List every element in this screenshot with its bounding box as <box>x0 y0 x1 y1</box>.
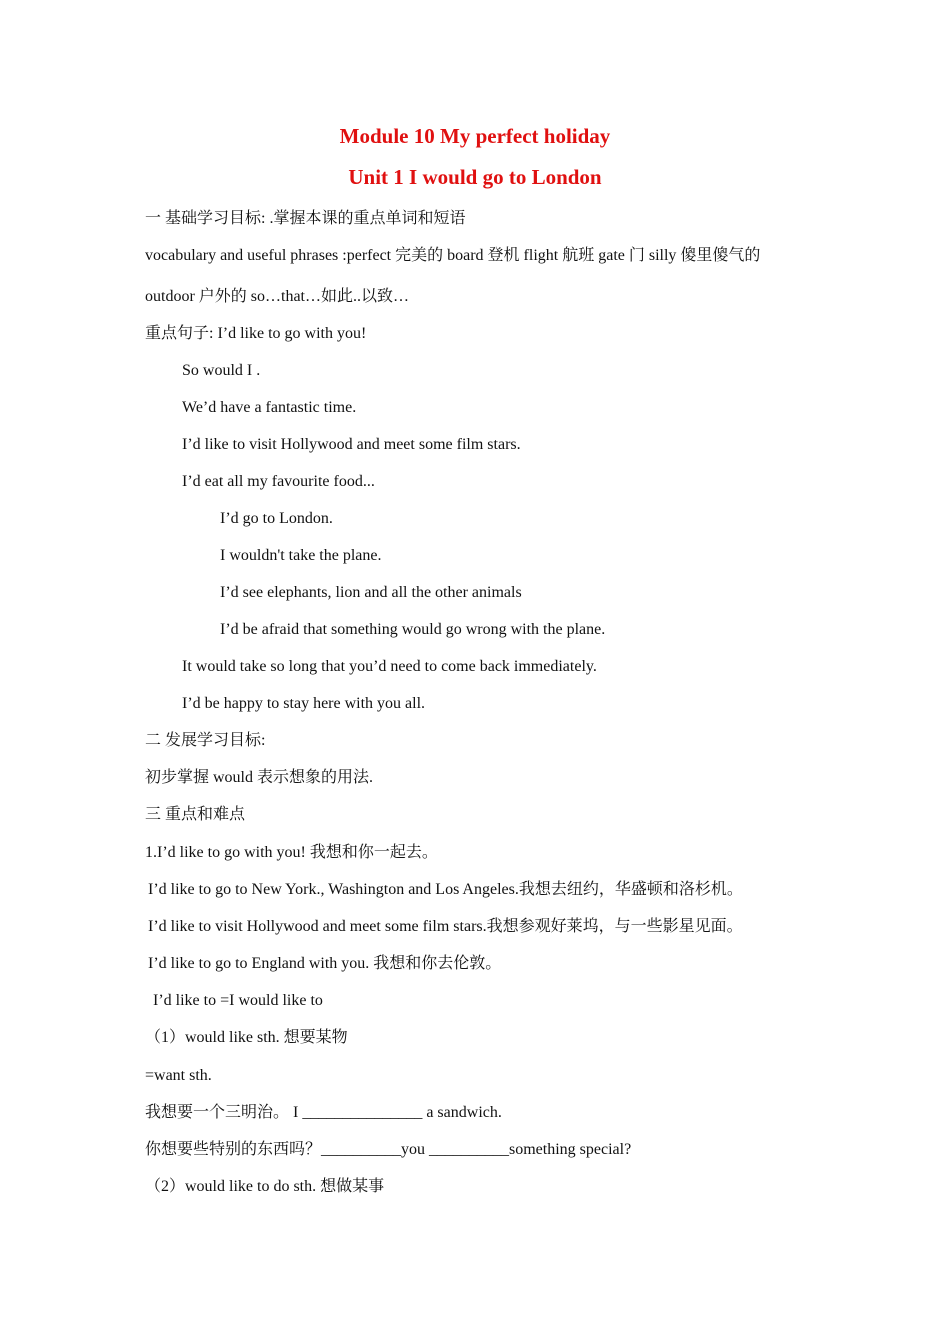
vocabulary-line: vocabulary and useful phrases :perfect 完美的 board 登机 flight 航班 gate 门 silly 傻里傻气的 <box>145 247 761 264</box>
key-sentence: I’d be happy to stay here with you all. <box>182 695 426 712</box>
usage-line: =want sth. <box>145 1067 212 1084</box>
usage-heading: （2）would like to do sth. 想做某事 <box>145 1178 385 1195</box>
key-sentence: I wouldn't take the plane. <box>220 547 382 564</box>
document-title: Module 10 My perfect holiday <box>339 124 611 148</box>
example-line: 1.I’d like to go with you! 我想和你一起去。 <box>145 844 438 861</box>
example-line: I’d like to go to New York., Washington and Los Angeles.我想去纽约，华盛顿和洛杉机。 <box>148 881 743 898</box>
exercise-line: 我想要一个三明治。 I _______________ a sandwich. <box>145 1104 502 1121</box>
key-sentence: I’d go to London. <box>220 510 333 527</box>
body-line: 初步掌握 would 表示想象的用法. <box>145 769 374 786</box>
key-sentence: It would take so long that you’d need to come back immediately. <box>182 658 597 675</box>
example-line: I’d like to visit Hollywood and meet some film stars.我想参观好莱坞，与一些影星见面。 <box>148 918 743 935</box>
key-sentence: I’d be afraid that something would go wrong with the plane. <box>220 621 606 638</box>
key-sentences-heading: 重点句子: I’d like to go with you! <box>145 325 367 342</box>
section-heading-basic-goals: 一 基础学习目标: .掌握本课的重点单词和短语 <box>145 210 466 227</box>
key-sentence: I’d eat all my favourite food... <box>182 473 375 490</box>
section-heading-development-goals: 二 发展学习目标: <box>145 732 266 749</box>
key-sentence: I’d like to visit Hollywood and meet some film stars. <box>182 436 521 453</box>
example-line: I’d like to go to England with you. 我想和你去伦敦。 <box>148 955 502 972</box>
key-sentence: We’d have a fantastic time. <box>182 399 357 416</box>
usage-heading: （1）would like sth. 想要某物 <box>145 1029 348 1046</box>
key-sentence: So would I . <box>182 362 261 379</box>
key-sentence: I’d see elephants, lion and all the other animals <box>220 584 522 601</box>
section-heading-key-points: 三 重点和难点 <box>145 806 246 823</box>
exercise-line: 你想要些特别的东西吗？__________you __________something special? <box>145 1141 632 1158</box>
vocabulary-line: outdoor 户外的 so…that…如此..以致… <box>145 288 409 305</box>
example-line: I’d like to =I would like to <box>153 992 323 1009</box>
document-subtitle: Unit 1 I would go to London <box>348 165 602 189</box>
